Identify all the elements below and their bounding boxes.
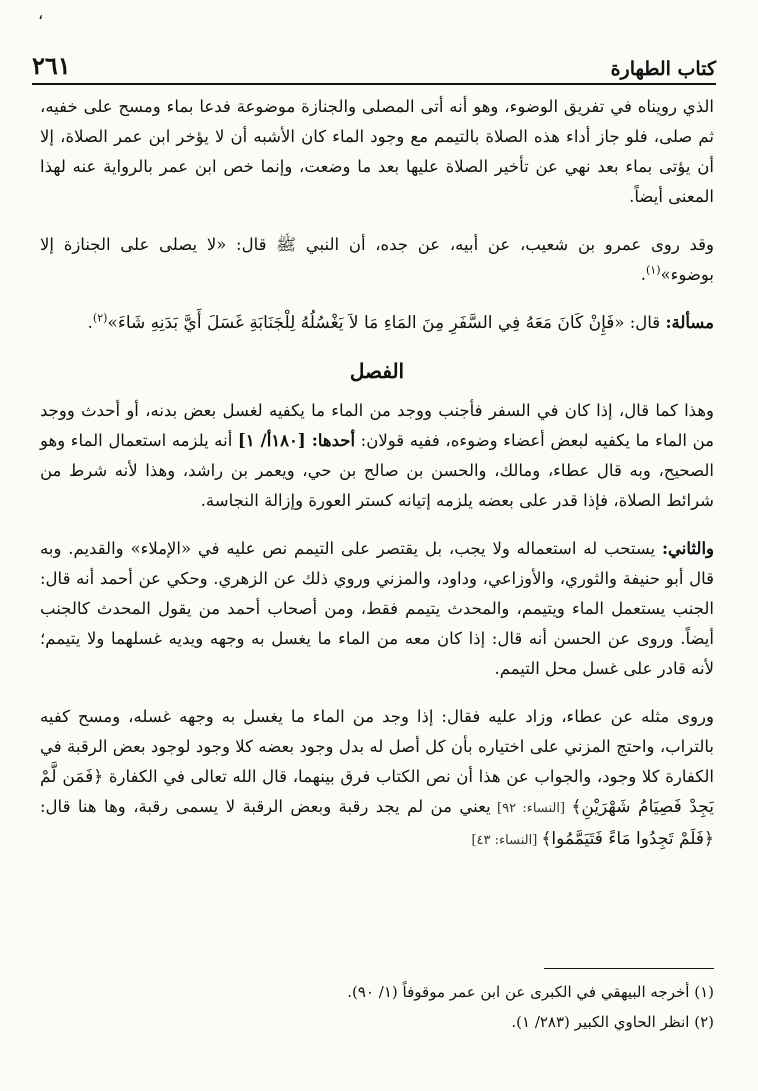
footnote-ref: (٢) [92, 311, 108, 325]
masala-text: فَإِنْ كَانَ مَعَهُ فِي السَّفَرِ مِنَ المَاءِ مَا لاَ يَغْسُلُهُ لِلْجَنَابَةِ غَسَلَ أَيَّ بَدَنِهِ شَاءَ» [107, 313, 615, 333]
chapter-title: كتاب الطهارة [610, 58, 716, 80]
section-title: الفصل [349, 359, 405, 383]
verse-reference: [النساء: ٤٣] [471, 833, 542, 848]
main-text [40, 92, 714, 868]
paragraph: وقد روى عمرو بن شعيب، عن أبيه، عن جده، أن النبي ﷺ قال: «لا يصلى على الجنازة إلا بوضوء»$^{(١)}$. [40, 235, 714, 284]
paragraph-text: وقد روى عمرو بن شعيب، عن أبيه، عن جده، أن النبي ﷺ قال: «لا يصلى على الجنازة إلا بوضوء» [40, 235, 714, 284]
masala-label: مسألة: [665, 313, 714, 332]
paragraph [40, 92, 714, 212]
paragraph [40, 396, 714, 516]
quran-verse: ﴿فَمَن لَّمْ يَجِدْ فَصِيَامُ شَهْرَيْنِ﴾ [40, 767, 714, 817]
corner-mark: ، [38, 4, 44, 23]
paragraph-text: وروى مثله عن عطاء، وزاد عليه فقال: إذا وجد من الماء ما يغسل به وجهه غسله، ومسح كفيه بالتراب، واحتج المزني على اختياره بأن كل أصل له بدل وجود بعضه كلا وجود لوجود بعض الرقبة في الكفارة كلا وجود، والجواب عن هذا أن نص الكتاب فرق بينهما، قال الله تعالى في الكفارة [40, 707, 714, 786]
paragraph-text: أنه يلزمه استعمال الماء وهو الصحيح، وبه قال عطاء، ومالك، والحسن بن صالح بن حي، ويعمر بن راشد، وهذا لأنه شرط من شرائط الصلاة، فإذا قدر على بعضه يلزمه إتيانه كستر العورة وإزالة النجاسة. [40, 431, 714, 510]
footnote: (٢) انظر الحاوي الكبير (٢٨٣/ ١). [511, 1013, 714, 1031]
footnote-rule [544, 968, 714, 969]
bold-term: والثاني: [661, 539, 714, 558]
masala-qal: قال: « [614, 313, 666, 332]
paragraph-text: الذي رويناه في تفريق الوضوء، وهو أنه أتى المصلى والجنازة موضوعة فدعا بماء ومسح على خفيه، ثم صلى، فلو جاز أداء هذه الصلاة بالتيمم مع وجود الماء كان الأشبه أن لا يؤخر ابن عمر الصلاة، إلا أن يؤتى بماء بعد نهي عن تأخير الصلاة عليها بعد ما وضعت، وإنما خص ابن عمر بالرواية عنه لهذا المعنى أيضاً. [40, 97, 714, 206]
paragraph [40, 534, 714, 684]
footnotes [40, 968, 714, 1037]
footnote-ref: (١) [645, 263, 661, 277]
quran-verse: ﴿فَلَمْ تَجِدُوا مَاءً فَتَيَمَّمُوا﴾ [541, 829, 714, 849]
verse-reference: [النساء: ٩٢] [490, 801, 572, 816]
paragraph-text: وهذا كما قال، إذا كان في السفر فأجنب ووجد من الماء ما يكفيه لغسل بعض بدنه، أو أحدث ووجد من الماء ما يكفيه لبعض أعضاء وضوءه، ففيه قولان: [40, 401, 714, 450]
masala-paragraph: مسألة: قال: «فَإِنْ كَانَ مَعَهُ فِي السَّفَرِ مِنَ المَاءِ مَا لاَ يَغْسُلُهُ لِلْجَنَابَةِ غَسَلَ أَيَّ بَدَنِهِ شَاءَ»$^{(٢)}$. [87, 311, 714, 333]
bold-term: أحدها: [١٨٠أ/ ١] [237, 431, 356, 450]
running-header [32, 48, 716, 85]
paragraph-text: يعني من لم يجد رقبة وبعض الرقبة لا يسمى رقبة، وها هنا قال: [40, 797, 491, 816]
page-number: ٢٦١ [32, 51, 71, 80]
footnote: (١) أخرجه البيهقي في الكبرى عن ابن عمر موقوفاً (١/ ٩٠). [347, 983, 714, 1001]
paragraph-text: يستحب له استعماله ولا يجب، بل يقتصر على التيمم نص عليه في «الإملاء» والقديم. وبه قال أبو حنيفة والثوري، والأوزاعي، وداود، والمزني وروي ذلك عن الزهري. وحكي عن أحمد أنه قال: الجنب يستعمل الماء ويتيمم، والمحدث يتيمم فقط، ومن أصحاب أحمد من يقول المحدث كالجنب أيضاً. وروى عن الحسن أنه قال: إذا كان معه من الماء ما يغسل به وجهه ويديه غسلهما ولا يتيمم؛ لأنه قادر على غسل محل التيمم. [40, 539, 714, 678]
paragraph [40, 702, 714, 856]
